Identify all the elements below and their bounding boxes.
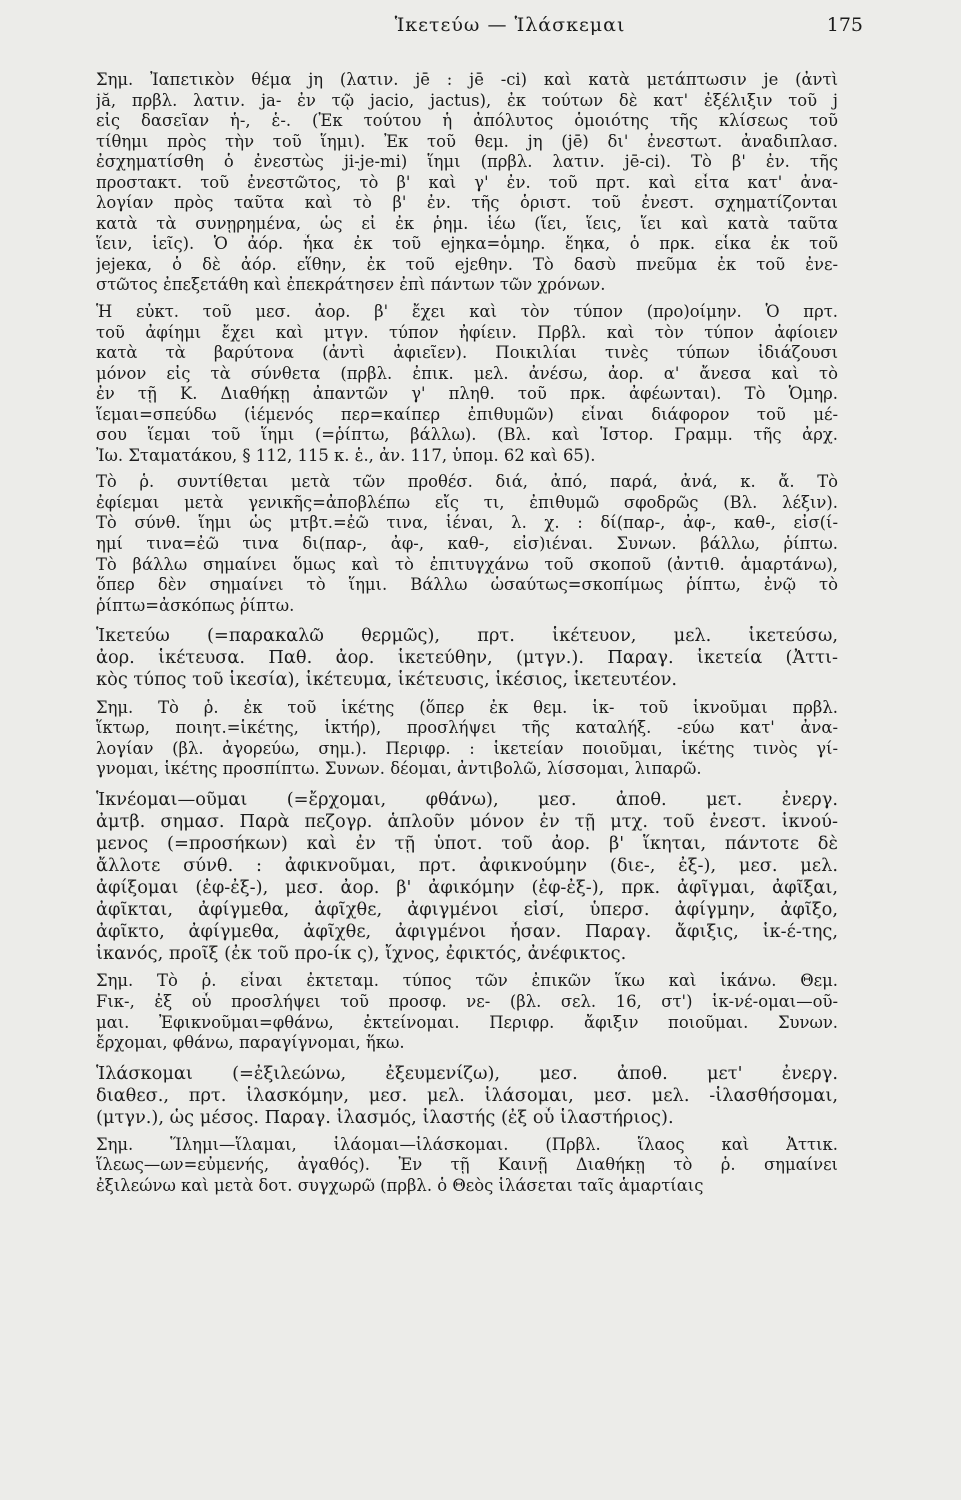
text-line: μόνον εἰς τὰ σύνθετα (πρβλ. ἐπικ. μελ. ἀνέσω, ἀορ. α' ἄνεσα καὶ τὸ [96, 363, 838, 383]
text-line: ἵλεως—ων=εὐμενής, ἀγαθός). Ἐν τῇ Καινῇ Διαθήκῃ τὸ ῥ. σημαίνει [96, 1155, 838, 1175]
entry-line: Ἱκνέομαι—οῦμαι (=ἔρχομαι, φθάνω), μεσ. ἀποθ. μετ. ἐνεργ. [96, 788, 838, 810]
text-line: Σημ. Ἵλημι—ἵλαμαι, ἱλάομαι—ἱλάσκομαι. (Πρβλ. ἵλαος καὶ Ἀττικ. [96, 1134, 838, 1154]
text-line: ἵεμαι=σπεύδω (ἱέμενός περ=καίπερ ἐπιθυμῶν) εἶναι διάφορον τοῦ μέ- [96, 404, 838, 424]
text-line: λογίαν πρὸς ταῦτα καὶ τὸ β' ἐν. τῆς ὁριστ. τοῦ ἐνεστ. σχηματίζονται [96, 193, 838, 213]
text-line: λογίαν (βλ. ἀγορεύω, σημ.). Περιφρ. : ἱκετείαν ποιοῦμαι, ἱκέτης τινὸς γί- [96, 738, 838, 758]
entry-line: ἀμτβ. σημασ. Παρὰ πεζογρ. ἁπλοῦν μόνον ἐν τῇ μτχ. τοῦ ἐνεστ. ἱκνού- [96, 810, 838, 832]
text-line: ἐσχηματίσθη ὁ ἐνεστὼς ji-je-mi) ἵημι (πρβλ. λατιν. jē-ci). Τὸ β' ἐν. τῆς [96, 152, 838, 172]
entry-line: ἄλλοτε σύνθ. : ἀφικνοῦμαι, πρτ. ἀφικνούμην (διε-, ἐξ-), μεσ. μελ. [96, 854, 838, 876]
text-line: Σημ. Τὸ ῥ. εἶναι ἐκτεταμ. τύπος τῶν ἐπικῶν ἵκω καὶ ἱκάνω. Θεμ. [96, 971, 838, 991]
entry-line: ἱκανός, προῖξ (ἐκ τοῦ προ-ίκ ς), ἴχνος, ἐφικτός, ἀνέφικτος. [96, 943, 627, 965]
text-line: ημί τινα=ἐῶ τινα δι(παρ-, ἀφ-, καθ-, εἰσ)ιέναι. Συνων. βάλλω, ῥίπτω. [96, 534, 838, 554]
text-line: Τὸ σύνθ. ἵημι ὡς μτβτ.=ἐῶ τινα, ἱέναι, λ. χ. : δί(παρ-, ἀφ-, καθ-, εἰσ(ί- [96, 513, 838, 533]
entry-line: διαθεσ., πρτ. ἱλασκόμην, μεσ. μελ. ἱλάσομαι, μεσ. μελ. -ἱλασθήσομαι, [96, 1084, 838, 1106]
text-line: Ἰω. Σταματάκου, § 112, 115 κ. ἑ., ἀν. 117, ὑπομ. 62 καὶ 65). [96, 445, 596, 465]
text-line: Fικ-, ἐξ οὗ προσλήψει τοῦ προσφ. νε- (βλ. σελ. 16, στ') ἱκ-νέ-ομαι—οῦ- [96, 991, 838, 1011]
text-line: ἐφίεμαι μετὰ γενικῆς=ἀποβλέπω εἴς τι, ἐπιθυμῶ σφοδρῶς (Βλ. λέξιν). [96, 492, 838, 512]
text-line: σου ἵεμαι τοῦ ἵημι (=ῥίπτω, βάλλω). (Βλ. καὶ Ἱστορ. Γραμμ. τῆς ἀρχ. [96, 425, 838, 445]
text-line: κατὰ τὰ βαρύτονα (ἀντὶ ἀφιεῖεν). Ποικιλίαι τινὲς τύπων ἰδιάζουσι [96, 343, 838, 363]
text-line: εἰς δασεῖαν ἡ-, ἑ-. (Ἐκ τούτου ἡ ἀπόλυτος ὁμοιότης τῆς κλίσεως τοῦ [96, 111, 838, 131]
entry-line: κὸς τύπος τοῦ ἱκεσία), ἱκέτευμα, ἱκέτευσις, ἱκέσιος, ἱκετευτέον. [96, 669, 678, 691]
text-line: Σημ. Ἰαπετικὸν θέμα jη (λατιν. jē : jē -ci) καὶ κατὰ μετάπτωσιν je (ἀντὶ [96, 70, 838, 89]
text-line: τοῦ ἀφίημι ἔχει καὶ μτγν. τύπον ἠφίειν. Πρβλ. καὶ τὸν τύπον ἀφίοιεν [96, 322, 838, 342]
entry-line: Ἱκετεύω (=παρακαλῶ θερμῶς), πρτ. ἱκέτευον, μελ. ἱκετεύσω, [96, 625, 838, 647]
text-line: ἐξιλεώνω καὶ μετὰ δοτ. συγχωρῶ (πρβλ. ὁ Θεὸς ἱλάσεται ταῖς ἁμαρτίαις [96, 1176, 704, 1195]
running-header: Ἱκετεύω — Ἱλάσκεμαι [394, 14, 626, 36]
text-line: ὅπερ δὲν σημαίνει τὸ ἵημι. Βάλλω ὡσαύτως=σκοπίμως ῥίπτω, ἐνῷ τὸ [96, 575, 838, 595]
text-line: jă, πρβλ. λατιν. ja- ἐν τῷ jacio, jactus), ἐκ τούτων δὲ κατ' ἐξέλιξιν τοῦ j [96, 90, 838, 110]
entry-line: ἀφῖκτο, ἀφίγμεθα, ἀφῖχθε, ἀφιγμένοι ἦσαν. Παραγ. ἄφιξις, ἱκ-έ-της, [96, 921, 838, 943]
entry-line: Ἱλάσκομαι (=ἐξιλεώνω, ἐξευμενίζω), μεσ. ἀποθ. μετ' ἐνεργ. [96, 1062, 838, 1084]
text-line: ἔρχομαι, φθάνω, παραγίγνομαι, ἥκω. [96, 1033, 405, 1053]
text-line: ἵκτωρ, ποιητ.=ἱκέτης, ἱκτήρ), προσλήψει τῆς καταλήξ. -εύω κατ' ἀνα- [96, 718, 838, 738]
text-line: Τὸ ῥ. συντίθεται μετὰ τῶν προθέσ. διά, ἀπό, παρά, ἀνά, κ. ἄ. Τὸ [96, 472, 838, 492]
text-line: στῶτος ἐπεξετάθη καὶ ἐπεκράτησεν ἐπὶ πάντων τῶν χρόνων. [96, 275, 606, 295]
entry-line: ἀφίξομαι (ἐφ-ἐξ-), μεσ. ἀορ. β' ἀφικόμην (ἐφ-ἐξ-), πρκ. ἀφῖγμαι, ἀφῖξαι, [96, 877, 838, 899]
text-line: τίθημι πρὸς τὴν τοῦ ἵημι). Ἐκ τοῦ θεμ. jη (jē) δι' ἐνεστωτ. ἀναδιπλασ. [96, 131, 838, 151]
entry-line: ἀορ. ἱκέτευσα. Παθ. ἀορ. ἱκετεύθην, (μτγν.). Παραγ. ἱκετεία (Ἀττι- [96, 647, 838, 669]
text-line: ἐν τῇ Κ. Διαθήκῃ ἀπαντῶν γ' πληθ. τοῦ πρκ. ἀφέωνται). Τὸ Ὁμηρ. [96, 384, 838, 404]
text-line: γνομαι, ἱκέτης προσπίπτω. Συνων. δέομαι, ἀντιβολῶ, λίσσομαι, λιπαρῶ. [96, 759, 702, 779]
entry-line: ἀφῖκται, ἀφίγμεθα, ἀφῖχθε, ἀφιγμένοι εἰσί, ὑπερσ. ἀφίγμην, ἀφῖξο, [96, 899, 838, 921]
entry-line: μενος (=προσήκων) καὶ ἐν τῇ ὑποτ. τοῦ ἀορ. β' ἵκηται, πάντοτε δὲ [96, 832, 838, 854]
text-line: ῥίπτω=ἀσκόπως ῥίπτω. [96, 595, 295, 615]
text-line: προστακτ. τοῦ ἐνεστῶτος, τὸ β' καὶ γ' ἐν. τοῦ πρτ. καὶ εἶτα κατ' ἀνα- [96, 172, 838, 192]
text-body [96, 70, 838, 1197]
text-line: Τὸ βάλλω σημαίνει ὅμως καὶ τὸ ἐπιτυγχάνω τοῦ σκοποῦ (ἀντιθ. ἁμαρτάνω), [96, 554, 838, 574]
text-line: ἵειν, ἱεῖς). Ὁ ἀόρ. ἧκα ἐκ τοῦ ejηκα=ὁμηρ. ἕηκα, ὁ πρκ. εἷκα ἐκ τοῦ [96, 234, 838, 254]
text-line: μαι. Ἐφικνοῦμαι=φθάνω, ἐκτείνομαι. Περιφρ. ἄφιξιν ποιοῦμαι. Συνων. [96, 1012, 838, 1032]
text-line: jejeκα, ὁ δὲ ἀόρ. εἵθην, ἐκ τοῦ ejεθην. Τὸ δασὺ πνεῦμα ἐκ τοῦ ἐνε- [96, 254, 838, 274]
entry-line: (μτγν.), ὡς μέσος. Παραγ. ἱλασμός, ἱλαστής (ἐξ οὗ ἱλαστήριος). [96, 1106, 674, 1128]
text-line: Ἡ εὐκτ. τοῦ μεσ. ἀορ. β' ἔχει καὶ τὸν τύπον (προ)οίμην. Ὁ πρτ. [96, 302, 838, 322]
page-number: 175 [826, 14, 863, 36]
text-line: Σημ. Τὸ ῥ. ἐκ τοῦ ἱκέτης (ὅπερ ἐκ θεμ. ἱκ- τοῦ ἱκνοῦμαι πρβλ. [96, 697, 838, 717]
text-line: κατὰ τὰ συνῃρημένα, ὡς εἰ ἐκ ῥημ. ἱέω (ἵει, ἵεις, ἵει καὶ κατὰ ταῦτα [96, 213, 838, 233]
